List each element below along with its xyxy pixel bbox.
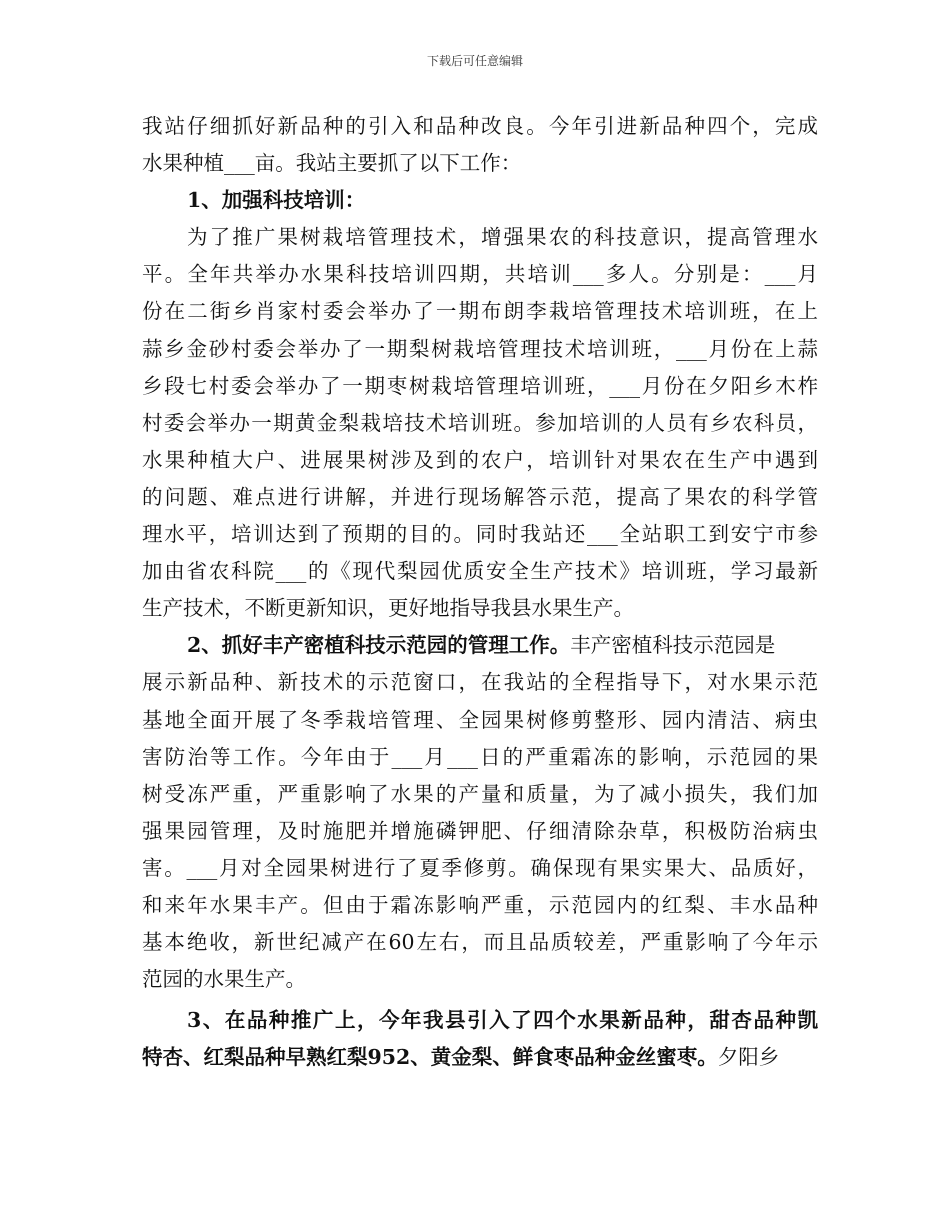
page-header: 下载后可任意编辑 <box>426 54 523 68</box>
text-line: 蒜乡金砂村委会举办了一期梨树栽培管理技术培训班，___月份在上蒜 <box>142 336 818 361</box>
text-line: 和来年水果丰产。但由于霜冻影响严重，示范园内的红梨、丰水品种 <box>142 892 818 917</box>
text-line: 乡段七村委会举办了一期枣树栽培管理培训班，___月份在夕阳乡木柞 <box>142 373 818 398</box>
text-line: 加由省农科院___的《现代梨园优质安全生产技术》培训班，学习最新 <box>142 559 818 584</box>
section-heading-2-line <box>142 627 818 664</box>
text-line: 范园的水果生产。 <box>142 967 306 992</box>
section-heading-3: 3、在品种推广上，今年我县引入了四个水果新品种，甜杏品种凯 <box>187 1008 818 1033</box>
text-line: 害。___月对全园果树进行了夏季修剪。确保现有果实果大、品质好， <box>142 855 818 880</box>
text-line: 强果园管理，及时施肥并增施磷钾肥、仔细清除杂草，积极防治病虫 <box>142 818 818 843</box>
text-line: 我站仔细抓好新品种的引入和品种改良。今年引进新品种四个，完成 <box>142 114 818 138</box>
text-line: 的问题、难点进行讲解，并进行现场解答示范，提高了果农的科学管 <box>142 484 818 509</box>
text-line: 展示新品种、新技术的示范窗口，在我站的全程指导下，对水果示范 <box>142 670 818 695</box>
text-line: 村委会举办一期黄金梨栽培技术培训班。参加培训的人员有乡农科员， <box>142 410 818 435</box>
text-line: 基本绝收，新世纪减产在60左右，而且品质较差，严重影响了今年示 <box>142 930 818 955</box>
document-body <box>142 108 818 1076</box>
text-run: 丰产密植科技示范园是 <box>570 633 776 658</box>
section-heading-1: 1、加强科技培训： <box>187 188 366 213</box>
text-line: 水果种植___亩。我站主要抓了以下工作： <box>142 151 522 176</box>
text-line: 平。全年共举办水果科技培训四期，共培训___多人。分别是：___月 <box>142 262 818 287</box>
section-heading-3-cont: 特杏、红梨品种早熟红梨952、黄金梨、鲜食枣品种金丝蜜枣。 <box>142 1045 718 1070</box>
text-line: 基地全面开展了冬季栽培管理、全园果树修剪整形、园内清洁、病虫 <box>142 707 818 732</box>
text-line: 生产技术，不断更新知识，更好地指导我县水果生产。 <box>142 596 634 621</box>
text-line: 树受冻严重，严重影响了水果的产量和质量，为了减小损失，我们加 <box>142 781 818 806</box>
section-heading-3-line <box>142 1039 818 1076</box>
text-line: 为了推广果树栽培管理技术，增强果农的科技意识，提高管理水 <box>187 225 818 250</box>
text-line: 理水平，培训达到了预期的目的。同时我站还___全站职工到安宁市参 <box>142 522 818 547</box>
section-heading-2: 2、抓好丰产密植科技示范园的管理工作。 <box>187 633 571 658</box>
text-line: 害防治等工作。今年由于___月___日的严重霜冻的影响，示范园的果 <box>142 744 818 769</box>
text-line: 水果种植大户、进展果树涉及到的农户，培训针对果农在生产中遇到 <box>142 447 818 472</box>
text-run: 夕阳乡 <box>717 1045 780 1070</box>
text-line: 份在二街乡肖家村委会举办了一期布朗李栽培管理技术培训班，在上 <box>142 299 818 324</box>
